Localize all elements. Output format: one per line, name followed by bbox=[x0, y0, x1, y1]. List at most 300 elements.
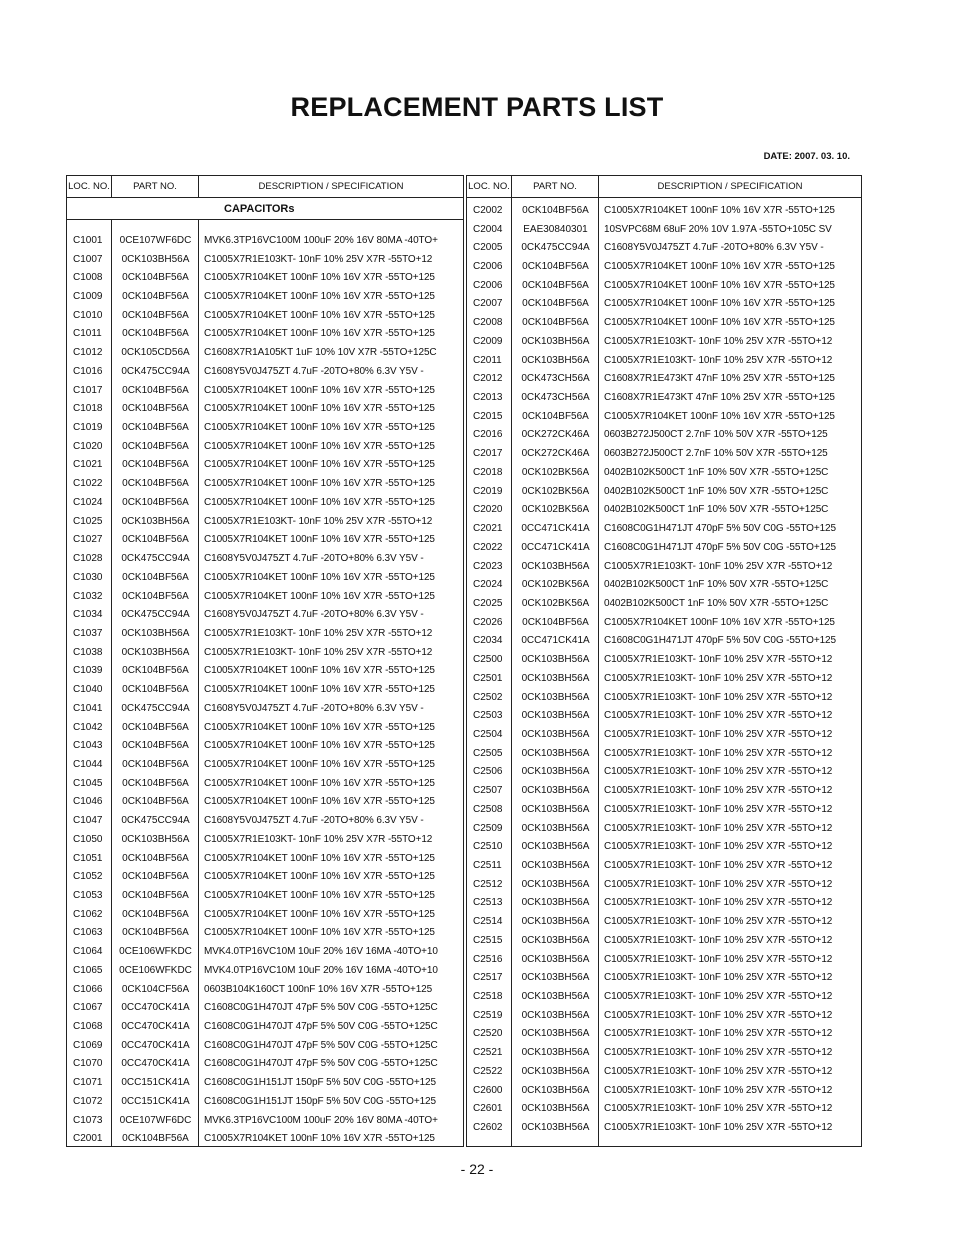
description-cell: C1005X7R104KET 100nF 10% 16V X7R -55TO+125 bbox=[204, 852, 435, 864]
part-no-cell: 0CK104BF56A bbox=[122, 1133, 189, 1145]
table-row bbox=[67, 643, 463, 662]
part-no-cell: 0CK103BH56A bbox=[121, 833, 190, 845]
loc-no-cell: C2011 bbox=[473, 354, 502, 366]
description-cell: C1608Y5V0J475ZT 4.7uF -20TO+80% 6.3V Y5V - bbox=[204, 553, 424, 565]
loc-no-cell: C2025 bbox=[473, 597, 503, 609]
part-no-cell: 0CK104BF56A bbox=[122, 291, 189, 303]
description-cell: C1005X7R104KET 100nF 10% 16V X7R -55TO+125 bbox=[204, 890, 435, 902]
section-row bbox=[67, 198, 463, 220]
part-no-cell: 0CK103BH56A bbox=[121, 515, 190, 527]
table-row bbox=[67, 474, 463, 493]
loc-no-cell: C1039 bbox=[73, 665, 103, 677]
loc-no-cell: C2015 bbox=[473, 410, 503, 422]
loc-no-cell: C2024 bbox=[473, 579, 503, 591]
table-row bbox=[67, 587, 463, 606]
description-cell: 0402B102K500CT 1nF 10% 50V X7R -55TO+125C bbox=[604, 579, 829, 591]
description-cell: C1608Y5V0J475ZT 4.7uF -20TO+80% 6.3V Y5V - bbox=[204, 815, 424, 827]
part-no-cell: 0CK103BH56A bbox=[521, 1047, 590, 1059]
loc-no-cell: C2521 bbox=[473, 1047, 503, 1059]
description-cell: C1005X7R1E103KT- 10nF 10% 25V X7R -55TO+12 bbox=[604, 335, 833, 347]
table-row bbox=[467, 856, 861, 875]
part-no-cell: 0CK104BF56A bbox=[122, 721, 189, 733]
description-cell: C1005X7R1E103KT- 10nF 10% 25V X7R -55TO+12 bbox=[204, 627, 433, 639]
description-cell: C1608Y5V0J475ZT 4.7uF -20TO+80% 6.3V Y5V - bbox=[204, 365, 424, 377]
loc-no-cell: C2506 bbox=[473, 766, 503, 778]
table-row bbox=[67, 399, 463, 418]
loc-no-cell: C1041 bbox=[73, 702, 103, 714]
loc-no-cell: C1022 bbox=[73, 478, 103, 490]
part-no-cell: 0CC470CK41A bbox=[121, 1002, 190, 1014]
part-no-cell: 0CK104BF56A bbox=[522, 616, 589, 628]
part-no-cell: 0CK103BH56A bbox=[521, 803, 590, 815]
description-cell: C1005X7R104KET 100nF 10% 16V X7R -55TO+125 bbox=[204, 571, 435, 583]
part-no-cell: 0CK103BH56A bbox=[121, 627, 190, 639]
loc-no-cell: C1021 bbox=[73, 459, 103, 471]
loc-no-cell: C2504 bbox=[473, 728, 503, 740]
loc-no-cell: C2507 bbox=[473, 785, 503, 797]
loc-no-cell: C2513 bbox=[473, 897, 503, 909]
description-cell: C1005X7R1E103KT- 10nF 10% 25V X7R -55TO+12 bbox=[604, 916, 833, 928]
loc-no-cell: C1053 bbox=[73, 890, 103, 902]
description-cell: C1005X7R1E103KT- 10nF 10% 25V X7R -55TO+12 bbox=[604, 691, 833, 703]
description-cell: MVK6.3TP16VC100M 100uF 20% 16V 80MA -40TO+ bbox=[204, 234, 438, 246]
description-cell: C1005X7R1E103KT- 10nF 10% 25V X7R -55TO+12 bbox=[604, 991, 833, 1003]
page-number: - 22 - bbox=[460, 1161, 494, 1177]
loc-no-cell: C1050 bbox=[73, 833, 103, 845]
loc-no-cell: C1001 bbox=[73, 234, 103, 246]
loc-no-cell: C1046 bbox=[73, 796, 103, 808]
table-row bbox=[67, 250, 463, 269]
section-title: CAPACITORs bbox=[224, 203, 295, 215]
header-description: DESCRIPTION / SPECIFICATION bbox=[258, 181, 404, 192]
loc-no-cell: C1069 bbox=[73, 1039, 103, 1051]
part-no-cell: 0CK475CC94A bbox=[121, 365, 190, 377]
table-row bbox=[67, 624, 463, 643]
table-row bbox=[467, 557, 861, 576]
table-row bbox=[67, 849, 463, 868]
description-cell: C1005X7R1E103KT- 10nF 10% 25V X7R -55TO+12 bbox=[204, 515, 433, 527]
table-row bbox=[467, 650, 861, 669]
part-no-cell: 0CK473CH56A bbox=[521, 392, 590, 404]
table-row bbox=[67, 418, 463, 437]
description-cell: 0402B102K500CT 1nF 10% 50V X7R -55TO+125C bbox=[604, 485, 829, 497]
part-no-cell: 0CK103BH56A bbox=[521, 991, 590, 1003]
loc-no-cell: C2018 bbox=[473, 466, 503, 478]
table-row bbox=[467, 501, 861, 520]
loc-no-cell: C1067 bbox=[73, 1002, 103, 1014]
description-cell: 10SVPC68M 68uF 20% 10V 1.97A -55TO+105C SV bbox=[604, 223, 832, 235]
header-part-no: PART NO. bbox=[112, 176, 199, 197]
part-no-cell: EAE30840301 bbox=[523, 223, 588, 235]
part-no-cell: 0CK103BH56A bbox=[521, 897, 590, 909]
description-cell: C1005X7R1E103KT- 10nF 10% 25V X7R -55TO+12 bbox=[604, 354, 833, 366]
table-row bbox=[467, 763, 861, 782]
part-no-cell: 0CK475CC94A bbox=[121, 553, 190, 565]
loc-no-cell: C2022 bbox=[473, 541, 503, 553]
description-cell: C1005X7R1E103KT- 10nF 10% 25V X7R -55TO+12 bbox=[604, 1103, 833, 1115]
loc-no-cell: C2001 bbox=[73, 1133, 103, 1145]
part-no-cell: 0CK104BF56A bbox=[122, 309, 189, 321]
table-row bbox=[67, 793, 463, 812]
table-row bbox=[467, 407, 861, 426]
part-no-cell: 0CK102BK56A bbox=[521, 485, 590, 497]
loc-no-cell: C2502 bbox=[473, 691, 503, 703]
part-no-cell: 0CC151CK41A bbox=[121, 1077, 190, 1089]
loc-no-cell: C2005 bbox=[473, 242, 503, 254]
description-cell: 0402B102K500CT 1nF 10% 50V X7R -55TO+125C bbox=[604, 504, 829, 516]
loc-no-cell: C2021 bbox=[473, 523, 503, 535]
part-no-cell: 0CK104BF56A bbox=[522, 410, 589, 422]
table-row bbox=[67, 867, 463, 886]
loc-no-cell: C1040 bbox=[73, 684, 103, 696]
part-no-cell: 0CK103BH56A bbox=[521, 728, 590, 740]
table-row bbox=[467, 1043, 861, 1062]
table-row bbox=[467, 444, 861, 463]
loc-no-cell: C1062 bbox=[73, 908, 103, 920]
description-cell: C1005X7R104KET 100nF 10% 16V X7R -55TO+125 bbox=[204, 272, 435, 284]
loc-no-cell: C1025 bbox=[73, 515, 103, 527]
description-cell: C1005X7R104KET 100nF 10% 16V X7R -55TO+125 bbox=[204, 908, 435, 920]
loc-no-cell: C1018 bbox=[73, 403, 103, 415]
part-no-cell: 0CK104BF56A bbox=[122, 440, 189, 452]
table-row bbox=[467, 482, 861, 501]
loc-no-cell: C1066 bbox=[73, 983, 103, 995]
loc-no-cell: C2509 bbox=[473, 822, 503, 834]
description-cell: C1005X7R1E103KT- 10nF 10% 25V X7R -55TO+12 bbox=[604, 822, 833, 834]
description-cell: C1005X7R104KET 100nF 10% 16V X7R -55TO+125 bbox=[204, 403, 435, 415]
description-cell: C1608C0G1H471JT 470pF 5% 50V C0G -55TO+125 bbox=[604, 523, 836, 535]
part-no-cell: 0CK104BF56A bbox=[122, 871, 189, 883]
description-cell: C1005X7R104KET 100nF 10% 16V X7R -55TO+125 bbox=[604, 204, 835, 216]
description-cell: C1608C0G1H151JT 150pF 5% 50V C0G -55TO+125 bbox=[204, 1077, 436, 1089]
description-cell: C1005X7R104KET 100nF 10% 16V X7R -55TO+125 bbox=[604, 616, 835, 628]
description-cell: C1005X7R1E103KT- 10nF 10% 25V X7R -55TO+12 bbox=[604, 1065, 833, 1077]
part-no-cell: 0CK104BF56A bbox=[122, 422, 189, 434]
part-no-cell: 0CK104BF56A bbox=[122, 665, 189, 677]
table-row bbox=[67, 1073, 463, 1092]
header-description: DESCRIPTION / SPECIFICATION bbox=[657, 181, 803, 192]
table-row bbox=[467, 688, 861, 707]
description-cell: C1005X7R1E103KT- 10nF 10% 25V X7R -55TO+12 bbox=[604, 1009, 833, 1021]
loc-no-cell: C1065 bbox=[73, 964, 103, 976]
part-no-cell: 0CK103BH56A bbox=[521, 560, 590, 572]
loc-no-cell: C2601 bbox=[473, 1103, 503, 1115]
table-row bbox=[467, 1100, 861, 1119]
table-row bbox=[67, 718, 463, 737]
loc-no-cell: C1037 bbox=[73, 627, 103, 639]
loc-no-cell: C2012 bbox=[473, 373, 503, 385]
table-row bbox=[67, 287, 463, 306]
loc-no-cell: C2503 bbox=[473, 710, 503, 722]
loc-no-cell: C2020 bbox=[473, 504, 503, 516]
description-cell: C1005X7R104KET 100nF 10% 16V X7R -55TO+125 bbox=[604, 261, 835, 273]
loc-no-cell: C1028 bbox=[73, 553, 103, 565]
table-row bbox=[67, 961, 463, 980]
loc-no-cell: C1044 bbox=[73, 758, 103, 770]
table-row bbox=[467, 220, 861, 239]
loc-no-cell: C1052 bbox=[73, 871, 103, 883]
loc-no-cell: C1011 bbox=[73, 328, 102, 340]
table-row bbox=[67, 362, 463, 381]
table-row bbox=[67, 437, 463, 456]
description-cell: C1005X7R104KET 100nF 10% 16V X7R -55TO+125 bbox=[604, 410, 835, 422]
parts-table-right bbox=[466, 175, 862, 1147]
part-no-cell: 0CK103BH56A bbox=[521, 953, 590, 965]
description-cell: C1005X7R104KET 100nF 10% 16V X7R -55TO+125 bbox=[604, 279, 835, 291]
description-cell: C1005X7R104KET 100nF 10% 16V X7R -55TO+125 bbox=[204, 927, 435, 939]
table-row bbox=[67, 811, 463, 830]
loc-no-cell: C2520 bbox=[473, 1028, 503, 1040]
part-no-cell: 0CK103BH56A bbox=[521, 766, 590, 778]
table-row bbox=[467, 238, 861, 257]
table-row bbox=[67, 680, 463, 699]
loc-no-cell: C2016 bbox=[473, 429, 503, 441]
loc-no-cell: C1017 bbox=[73, 384, 103, 396]
description-cell: C1608C0G1H470JT 47pF 5% 50V C0G -55TO+125C bbox=[204, 1002, 438, 1014]
table-row bbox=[467, 968, 861, 987]
table-row bbox=[67, 381, 463, 400]
loc-no-cell: C1012 bbox=[73, 347, 103, 359]
part-no-cell: 0CK102BK56A bbox=[521, 579, 590, 591]
table-row bbox=[467, 669, 861, 688]
description-cell: C1005X7R104KET 100nF 10% 16V X7R -55TO+125 bbox=[204, 422, 435, 434]
part-no-cell: 0CK105CD56A bbox=[121, 347, 190, 359]
description-cell: C1005X7R104KET 100nF 10% 16V X7R -55TO+125 bbox=[204, 440, 435, 452]
loc-no-cell: C2500 bbox=[473, 654, 503, 666]
loc-no-cell: C2007 bbox=[473, 298, 503, 310]
description-cell: C1005X7R104KET 100nF 10% 16V X7R -55TO+125 bbox=[204, 328, 435, 340]
part-no-cell: 0CK104BF56A bbox=[122, 777, 189, 789]
part-no-cell: 0CK103BH56A bbox=[521, 860, 590, 872]
part-no-cell: 0CK103BH56A bbox=[521, 1122, 590, 1134]
table-row bbox=[467, 295, 861, 314]
table-row bbox=[467, 781, 861, 800]
description-cell: C1005X7R104KET 100nF 10% 16V X7R -55TO+125 bbox=[204, 459, 435, 471]
loc-no-cell: C1024 bbox=[73, 496, 103, 508]
part-no-cell: 0CK104BF56A bbox=[122, 927, 189, 939]
description-cell: C1005X7R1E103KT- 10nF 10% 25V X7R -55TO+12 bbox=[204, 646, 433, 658]
loc-no-cell: C1020 bbox=[73, 440, 103, 452]
loc-no-cell: C1072 bbox=[73, 1095, 103, 1107]
table-row bbox=[67, 456, 463, 475]
table-row bbox=[67, 736, 463, 755]
table-row bbox=[467, 257, 861, 276]
table-row bbox=[467, 800, 861, 819]
loc-no-cell: C2515 bbox=[473, 934, 503, 946]
description-cell: C1608C0G1H471JT 470pF 5% 50V C0G -55TO+125 bbox=[604, 635, 836, 647]
description-cell: C1005X7R1E103KT- 10nF 10% 25V X7R -55TO+12 bbox=[604, 672, 833, 684]
table-row bbox=[67, 268, 463, 287]
description-cell: C1608X7R1E473KT 47nF 10% 25V X7R -55TO+125 bbox=[604, 373, 835, 385]
document-date: DATE: 2007. 03. 10. bbox=[763, 151, 850, 162]
part-no-cell: 0CK103BH56A bbox=[521, 1009, 590, 1021]
loc-no-cell: C1063 bbox=[73, 927, 103, 939]
table-row bbox=[67, 343, 463, 362]
table-row bbox=[467, 332, 861, 351]
loc-no-cell: C2514 bbox=[473, 916, 503, 928]
table-row bbox=[467, 463, 861, 482]
description-cell: C1005X7R1E103KT- 10nF 10% 25V X7R -55TO+12 bbox=[604, 897, 833, 909]
description-cell: C1608C0G1H151JT 150pF 5% 50V C0G -55TO+125 bbox=[204, 1095, 436, 1107]
part-no-cell: 0CK104BF56A bbox=[522, 317, 589, 329]
loc-no-cell: C2023 bbox=[473, 560, 503, 572]
description-cell: 0603B104K160CT 100nF 10% 16V X7R -55TO+125 bbox=[204, 983, 433, 995]
table-row bbox=[67, 1130, 463, 1149]
table-row bbox=[467, 931, 861, 950]
part-no-cell: 0CC470CK41A bbox=[121, 1058, 190, 1070]
table-row bbox=[467, 875, 861, 894]
table-header bbox=[467, 176, 861, 198]
table-row bbox=[67, 531, 463, 550]
description-cell: C1005X7R104KET 100nF 10% 16V X7R -55TO+125 bbox=[204, 309, 435, 321]
loc-no-cell: C2511 bbox=[473, 860, 502, 872]
table-row bbox=[467, 950, 861, 969]
description-cell: C1005X7R1E103KT- 10nF 10% 25V X7R -55TO+12 bbox=[604, 710, 833, 722]
table-row bbox=[67, 1111, 463, 1130]
part-no-cell: 0CC471CK41A bbox=[521, 635, 590, 647]
loc-no-cell: C2505 bbox=[473, 747, 503, 759]
table-row bbox=[67, 605, 463, 624]
description-cell: C1005X7R1E103KT- 10nF 10% 25V X7R -55TO+12 bbox=[604, 878, 833, 890]
loc-no-cell: C1019 bbox=[73, 422, 103, 434]
description-cell: MVK4.0TP16VC10M 10uF 20% 16V 16MA -40TO+10 bbox=[204, 946, 438, 958]
part-no-cell: 0CK104BF56A bbox=[522, 279, 589, 291]
part-no-cell: 0CK103BH56A bbox=[521, 691, 590, 703]
table-row bbox=[467, 837, 861, 856]
loc-no-cell: C2501 bbox=[473, 672, 503, 684]
description-cell: C1005X7R1E103KT- 10nF 10% 25V X7R -55TO+12 bbox=[604, 1122, 833, 1134]
part-no-cell: 0CK104BF56A bbox=[122, 590, 189, 602]
loc-no-cell: C1010 bbox=[73, 309, 103, 321]
description-cell: C1005X7R1E103KT- 10nF 10% 25V X7R -55TO+12 bbox=[604, 560, 833, 572]
loc-no-cell: C1034 bbox=[73, 609, 103, 621]
part-no-cell: 0CK103BH56A bbox=[521, 785, 590, 797]
part-no-cell: 0CK103BH56A bbox=[521, 916, 590, 928]
loc-no-cell: C2519 bbox=[473, 1009, 503, 1021]
part-no-cell: 0CK475CC94A bbox=[521, 242, 590, 254]
table-row bbox=[67, 774, 463, 793]
table-row bbox=[67, 699, 463, 718]
table-row bbox=[467, 201, 861, 220]
part-no-cell: 0CE106WFKDC bbox=[119, 946, 192, 958]
part-no-cell: 0CK104BF56A bbox=[122, 328, 189, 340]
loc-no-cell: C2517 bbox=[473, 972, 503, 984]
table-row bbox=[67, 830, 463, 849]
description-cell: C1005X7R104KET 100nF 10% 16V X7R -55TO+125 bbox=[204, 384, 435, 396]
loc-no-cell: C1027 bbox=[73, 534, 103, 546]
description-cell: C1005X7R1E103KT- 10nF 10% 25V X7R -55TO+12 bbox=[604, 972, 833, 984]
loc-no-cell: C1045 bbox=[73, 777, 103, 789]
description-cell: C1005X7R1E103KT- 10nF 10% 25V X7R -55TO+12 bbox=[604, 841, 833, 853]
table-row bbox=[67, 924, 463, 943]
table-row bbox=[67, 549, 463, 568]
description-cell: C1005X7R1E103KT- 10nF 10% 25V X7R -55TO+12 bbox=[604, 785, 833, 797]
table-row bbox=[467, 632, 861, 651]
part-no-cell: 0CK103BH56A bbox=[121, 646, 190, 658]
part-no-cell: 0CK103BH56A bbox=[521, 1028, 590, 1040]
part-no-cell: 0CK104BF56A bbox=[522, 298, 589, 310]
loc-no-cell: C1070 bbox=[73, 1058, 103, 1070]
loc-no-cell: C1016 bbox=[73, 365, 103, 377]
description-cell: C1005X7R1E103KT- 10nF 10% 25V X7R -55TO+12 bbox=[604, 728, 833, 740]
description-cell: C1608Y5V0J475ZT 4.7uF -20TO+80% 6.3V Y5V - bbox=[604, 242, 824, 254]
parts-table-left bbox=[66, 175, 464, 1147]
loc-no-cell: C2013 bbox=[473, 392, 503, 404]
table-row bbox=[67, 980, 463, 999]
description-cell: C1608C0G1H470JT 47pF 5% 50V C0G -55TO+125C bbox=[204, 1058, 438, 1070]
loc-no-cell: C2019 bbox=[473, 485, 503, 497]
loc-no-cell: C2522 bbox=[473, 1065, 503, 1077]
part-no-cell: 0CK103BH56A bbox=[521, 1103, 590, 1115]
part-no-cell: 0CK103BH56A bbox=[521, 747, 590, 759]
description-cell: C1005X7R1E103KT- 10nF 10% 25V X7R -55TO+12 bbox=[604, 953, 833, 965]
table-row bbox=[467, 313, 861, 332]
table-row bbox=[467, 819, 861, 838]
part-no-cell: 0CK102BK56A bbox=[521, 504, 590, 516]
part-no-cell: 0CK104BF56A bbox=[122, 403, 189, 415]
part-no-cell: 0CK475CC94A bbox=[121, 609, 190, 621]
description-cell: C1005X7R104KET 100nF 10% 16V X7R -55TO+125 bbox=[204, 796, 435, 808]
part-no-cell: 0CK103BH56A bbox=[521, 710, 590, 722]
table-row bbox=[467, 426, 861, 445]
loc-no-cell: C2026 bbox=[473, 616, 503, 628]
table-row bbox=[467, 744, 861, 763]
description-cell: C1005X7R1E103KT- 10nF 10% 25V X7R -55TO+12 bbox=[604, 766, 833, 778]
description-cell: C1005X7R104KET 100nF 10% 16V X7R -55TO+125 bbox=[204, 758, 435, 770]
table-row bbox=[67, 1055, 463, 1074]
table-row bbox=[67, 231, 463, 250]
description-cell: MVK6.3TP16VC100M 100uF 20% 16V 80MA -40TO+ bbox=[204, 1114, 438, 1126]
loc-no-cell: C1008 bbox=[73, 272, 103, 284]
loc-no-cell: C1038 bbox=[73, 646, 103, 658]
part-no-cell: 0CK103BH56A bbox=[521, 654, 590, 666]
table-row bbox=[467, 276, 861, 295]
part-no-cell: 0CK103BH56A bbox=[521, 972, 590, 984]
description-cell: C1005X7R104KET 100nF 10% 16V X7R -55TO+125 bbox=[204, 871, 435, 883]
loc-no-cell: C2009 bbox=[473, 335, 503, 347]
description-cell: C1005X7R1E103KT- 10nF 10% 25V X7R -55TO+12 bbox=[604, 1028, 833, 1040]
description-cell: MVK4.0TP16VC10M 10uF 20% 16V 16MA -40TO+10 bbox=[204, 964, 438, 976]
table-row bbox=[67, 325, 463, 344]
table-row bbox=[467, 388, 861, 407]
part-no-cell: 0CK104BF56A bbox=[522, 261, 589, 273]
table-row bbox=[467, 987, 861, 1006]
loc-no-cell: C1032 bbox=[73, 590, 103, 602]
part-no-cell: 0CK475CC94A bbox=[121, 702, 190, 714]
loc-no-cell: C2002 bbox=[473, 204, 503, 216]
table-row bbox=[467, 369, 861, 388]
part-no-cell: 0CK104BF56A bbox=[122, 478, 189, 490]
description-cell: C1005X7R1E103KT- 10nF 10% 25V X7R -55TO+12 bbox=[604, 860, 833, 872]
part-no-cell: 0CK104BF56A bbox=[122, 908, 189, 920]
table-row bbox=[467, 1006, 861, 1025]
part-no-cell: 0CK104BF56A bbox=[122, 890, 189, 902]
table-row bbox=[467, 894, 861, 913]
description-cell: C1608Y5V0J475ZT 4.7uF -20TO+80% 6.3V Y5V - bbox=[204, 702, 424, 714]
table-row bbox=[67, 998, 463, 1017]
table-row bbox=[67, 1017, 463, 1036]
part-no-cell: 0CE106WFKDC bbox=[119, 964, 192, 976]
part-no-cell: 0CK104CF56A bbox=[121, 983, 190, 995]
part-no-cell: 0CC471CK41A bbox=[521, 523, 590, 535]
description-cell: C1608X7R1A105KT 1uF 10% 10V X7R -55TO+125C bbox=[204, 347, 437, 359]
description-cell: C1005X7R1E103KT- 10nF 10% 25V X7R -55TO+12 bbox=[604, 1084, 833, 1096]
part-no-cell: 0CK104BF56A bbox=[122, 384, 189, 396]
table-row bbox=[467, 725, 861, 744]
loc-no-cell: C2034 bbox=[473, 635, 503, 647]
description-cell: C1005X7R1E103KT- 10nF 10% 25V X7R -55TO+12 bbox=[604, 654, 833, 666]
description-cell: C1005X7R104KET 100nF 10% 16V X7R -55TO+125 bbox=[204, 777, 435, 789]
